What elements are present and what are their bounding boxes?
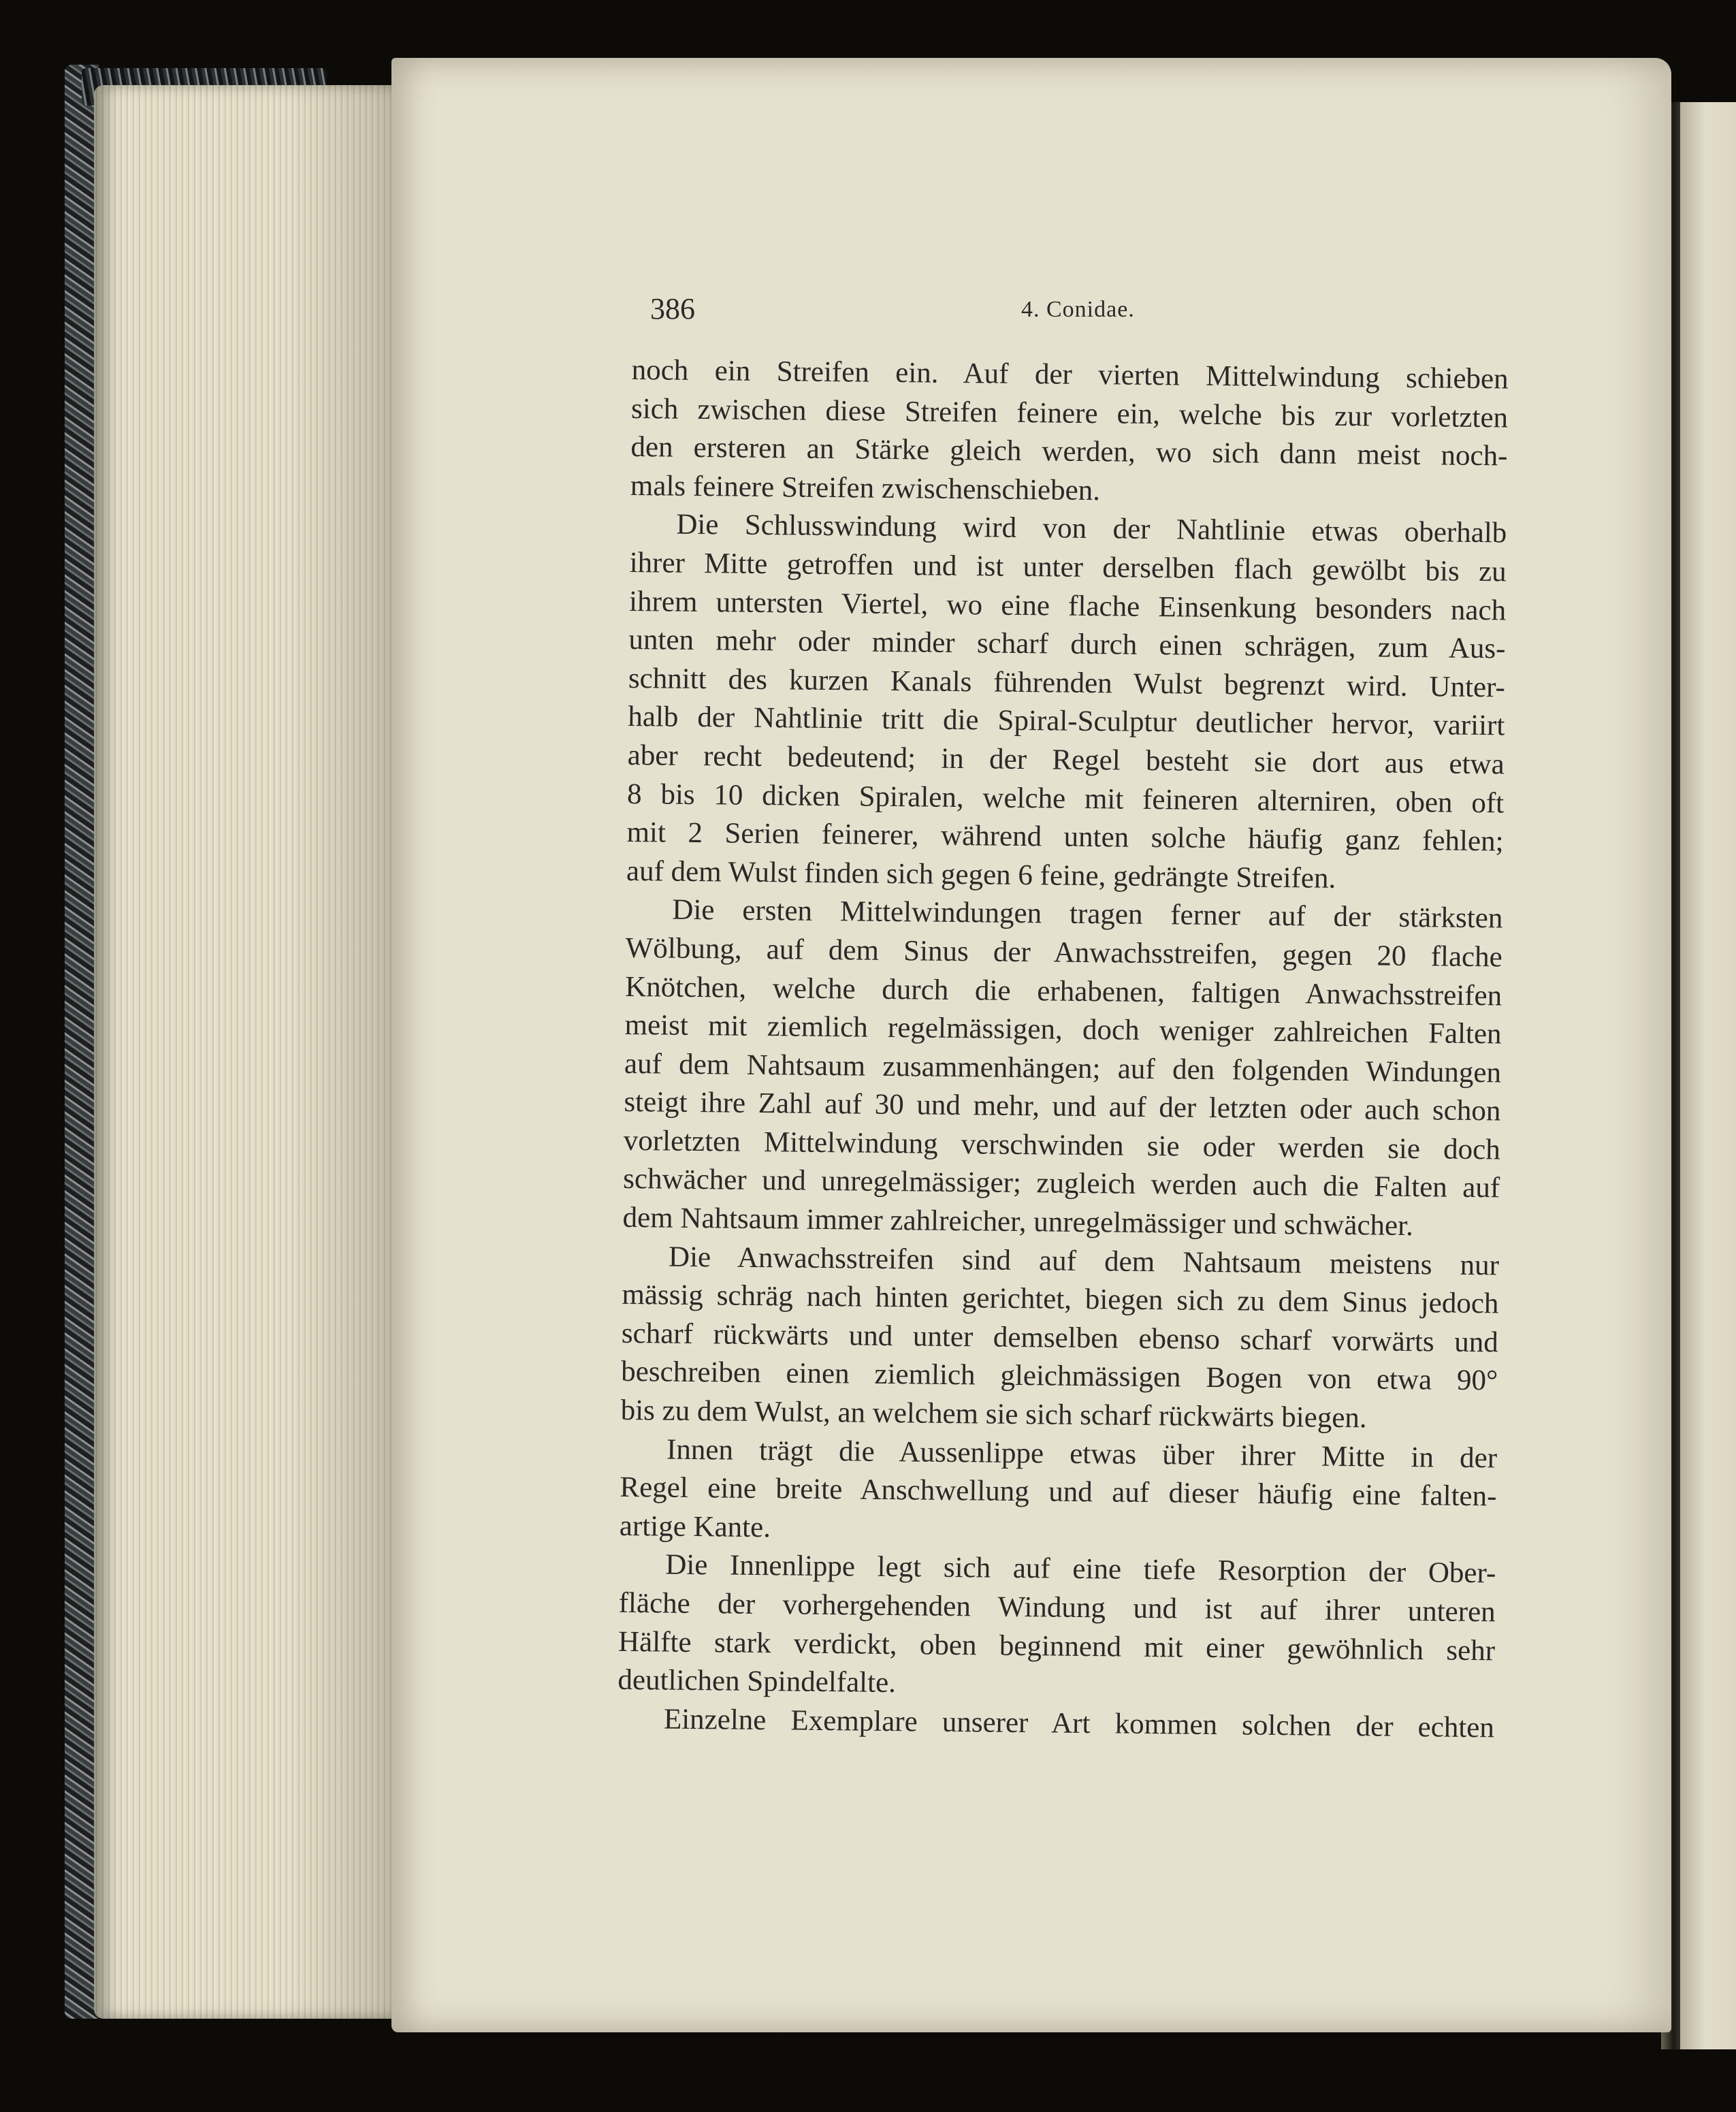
- text-line: steigt ihre Zahl auf 30 und mehr, und auf der letzten oder auch schon: [624, 1086, 1501, 1127]
- text-line: Hälfte stark verdickt, oben beginnend mit einer gewöhnlich sehr: [617, 1625, 1496, 1667]
- text-line: halb der Nahtlinie tritt die Spiral-Sculptur deutlicher hervor, variirt: [628, 701, 1505, 742]
- text-line: Die Schlusswindung wird von der Nahtlinie etwas oberhalb: [676, 509, 1507, 549]
- text-line: meist mit ziemlich regelmässigen, doch weniger zahlreichen Falten: [624, 1009, 1502, 1051]
- text-line: unten mehr oder minder scharf durch einen schrägen, zum Aus-: [628, 624, 1506, 665]
- text-line: ihrem untersten Viertel, wo eine flache Einsenkung besonders nach: [628, 585, 1507, 627]
- text-line: Einzelne Exemplare unserer Art kommen solchen der echten: [663, 1703, 1495, 1744]
- running-title: 4. Conidae.: [1021, 297, 1135, 322]
- text-line: Innen trägt die Aussenlippe etwas über ihrer Mitte in der: [666, 1433, 1498, 1475]
- text-line: aber recht bedeutend; in der Regel besteht sie dort aus etwa: [627, 739, 1505, 781]
- text-line: Die Anwachsstreifen sind auf dem Nahtsaum meistens nur: [668, 1241, 1500, 1282]
- text-line: Wölbung, auf dem Sinus der Anwachsstreifen, gegen 20 flache: [625, 931, 1502, 974]
- text-line: auf dem Nahtsaum zusammenhängen; auf den folgenden Windungen: [624, 1047, 1502, 1089]
- text-line: beschreiben einen ziemlich gleichmässigen Bogen von etwa 90°: [621, 1356, 1498, 1397]
- text-line: schwächer und unregelmässiger; zugleich werden auch die Falten auf: [623, 1163, 1500, 1204]
- text-line: schnitt des kurzen Kanals führenden Wulst begrenzt wird. Unter-: [628, 662, 1506, 704]
- text-line: bis zu dem Wulst, an welchem sie sich scharf rückwärts biegen.: [620, 1394, 1367, 1435]
- page-number: 386: [650, 292, 695, 325]
- text-line: Regel eine breite Anschwellung und auf dieser häufig eine falten-: [620, 1471, 1497, 1513]
- text-line: fläche der vorhergehenden Windung und ist auf ihrer unteren: [618, 1586, 1496, 1629]
- text-line: noch ein Streifen ein. Auf der vierten Mittelwindung schieben: [631, 353, 1509, 396]
- text-line: den ersteren an Stärke gleich werden, wo sich dann meist noch-: [630, 431, 1508, 473]
- text-line: mit 2 Serien feinerer, während unten solche häufig ganz fehlen;: [626, 816, 1504, 858]
- text-line: mässig schräg nach hinten gerichtet, biegen sich zu dem Sinus jedoch: [622, 1279, 1499, 1320]
- text-line: auf dem Wulst finden sich gegen 6 feine, gedrängte Streifen.: [626, 854, 1336, 895]
- text-line: ihrer Mitte getroffen und ist unter derselben flach gewölbt bis zu: [629, 546, 1507, 588]
- next-page-edge: [1680, 102, 1736, 2049]
- text-line: artige Kante.: [619, 1509, 771, 1544]
- text-line: deutlichen Spindelfalte.: [617, 1664, 897, 1699]
- text-line: Die Innenlippe legt sich auf eine tiefe Resorption der Ober-: [665, 1549, 1496, 1590]
- text-line: Die ersten Mittelwindungen tragen ferner auf der stärksten: [672, 893, 1503, 935]
- text-line: sich zwischen diese Streifen feinere ein, welche bis zur vorletzten: [630, 392, 1509, 434]
- text-line: dem Nahtsaum immer zahlreicher, unregelmässiger und schwächer.: [622, 1201, 1414, 1243]
- body-text: [617, 351, 1509, 1783]
- page-header: [650, 291, 1535, 339]
- text-line: 8 bis 10 dicken Spiralen, welche mit feineren alterniren, oben oft: [626, 778, 1505, 819]
- text-line: scharf rückwärts und unter demselben ebenso scharf vorwärts und: [621, 1317, 1499, 1359]
- text-line: vorletzten Mittelwindung verschwinden sie oder werden sie doch: [623, 1124, 1501, 1166]
- text-line: Knötchen, welche durch die erhabenen, faltigen Anwachsstreifen: [624, 970, 1502, 1012]
- text-line: mals feinere Streifen zwischenschieben.: [630, 469, 1101, 507]
